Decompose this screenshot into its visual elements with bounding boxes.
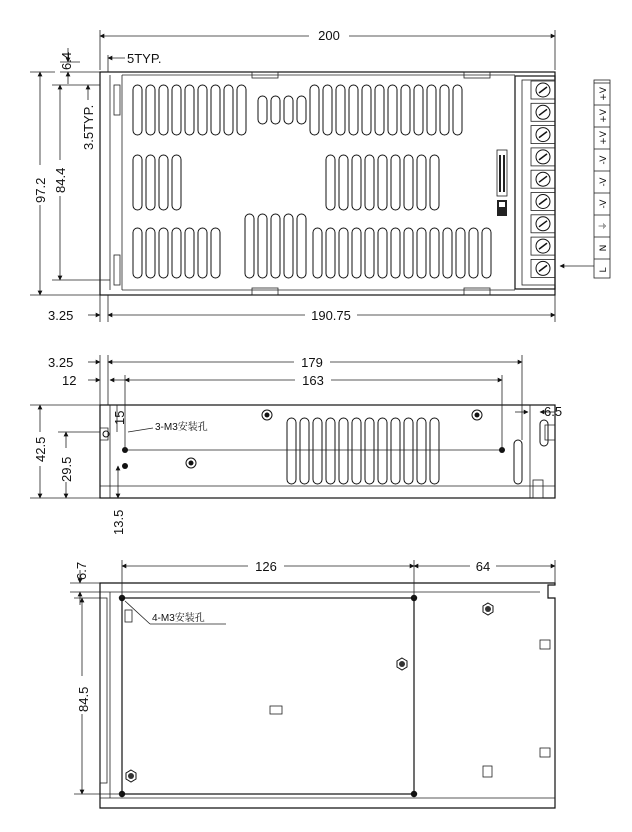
vent-slot bbox=[159, 155, 168, 210]
dim-width: 200 bbox=[318, 28, 340, 43]
vent-slot bbox=[198, 228, 207, 278]
vent-slot bbox=[310, 85, 319, 135]
vent-slot bbox=[391, 155, 400, 210]
dim-42-5: 42.5 bbox=[33, 436, 48, 462]
top-vent-slots bbox=[133, 85, 491, 278]
dim-5typ: 5TYP. bbox=[127, 51, 162, 66]
terminal-label: +V bbox=[599, 109, 609, 123]
dim-126: 126 bbox=[255, 559, 277, 574]
side-vent-slot bbox=[326, 418, 335, 484]
vent-slot bbox=[224, 85, 233, 135]
side-vent-slot bbox=[391, 418, 400, 484]
side-vent-slot bbox=[365, 418, 374, 484]
vent-slot bbox=[185, 85, 194, 135]
vent-slot bbox=[326, 155, 335, 210]
bottom-view bbox=[70, 559, 555, 808]
vent-slot bbox=[172, 85, 181, 135]
dim-6-7: 6.7 bbox=[74, 561, 89, 580]
vent-slot bbox=[172, 155, 181, 210]
vent-slot bbox=[365, 228, 374, 278]
vent-slot bbox=[146, 228, 155, 278]
vent-slot bbox=[185, 228, 194, 278]
side-vent-slot bbox=[339, 418, 348, 484]
side-view bbox=[30, 355, 562, 535]
dim-13-5: 13.5 bbox=[111, 509, 126, 535]
vent-slot bbox=[133, 155, 142, 210]
vent-slot bbox=[336, 85, 345, 135]
terminal-label: +V bbox=[599, 131, 609, 145]
dim-3-25-side: 3.25 bbox=[48, 355, 74, 370]
vent-slot bbox=[417, 228, 426, 278]
vent-slot bbox=[146, 85, 155, 135]
side-vent-slot bbox=[352, 418, 361, 484]
vent-slot bbox=[146, 155, 155, 210]
mount-holes-label-side: 3-M3安装孔 bbox=[155, 422, 208, 433]
vent-slot bbox=[245, 214, 254, 278]
vent-slot bbox=[401, 85, 410, 135]
side-vent-slot bbox=[300, 418, 309, 484]
dim-3-5typ: 3.5TYP. bbox=[81, 104, 96, 150]
vent-slot bbox=[388, 85, 397, 135]
vent-slot bbox=[323, 85, 332, 135]
vent-slot bbox=[414, 85, 423, 135]
terminal-labels bbox=[594, 83, 610, 273]
vent-slot bbox=[297, 214, 306, 278]
vent-slot bbox=[352, 228, 361, 278]
side-vent-slot bbox=[430, 418, 439, 484]
terminal-label: ⏚ bbox=[599, 221, 609, 231]
terminal-label: -V bbox=[599, 177, 609, 187]
side-vent-slot bbox=[417, 418, 426, 484]
vent-slot bbox=[313, 228, 322, 278]
vent-slot bbox=[211, 85, 220, 135]
vent-slot bbox=[430, 228, 439, 278]
vent-slot bbox=[237, 85, 246, 135]
vent-slot bbox=[352, 155, 361, 210]
vent-slot bbox=[362, 85, 371, 135]
vent-slot bbox=[378, 228, 387, 278]
vent-slot bbox=[391, 228, 400, 278]
vent-slot bbox=[469, 228, 478, 278]
vent-slot bbox=[133, 85, 142, 135]
top-view bbox=[30, 28, 610, 323]
vent-slot bbox=[456, 228, 465, 278]
vent-slot bbox=[284, 96, 293, 124]
vent-slot bbox=[440, 85, 449, 135]
dim-97-2: 97.2 bbox=[33, 177, 48, 203]
side-vent-slot bbox=[378, 418, 387, 484]
vent-slot bbox=[375, 85, 384, 135]
vent-slot bbox=[271, 96, 280, 124]
brand-logo-icon bbox=[497, 150, 507, 216]
vent-slot bbox=[443, 228, 452, 278]
vent-slot bbox=[326, 228, 335, 278]
mount-holes-label-bottom: 4-M3安装孔 bbox=[152, 613, 205, 624]
terminal-label: L bbox=[599, 267, 609, 273]
vent-slot bbox=[284, 214, 293, 278]
vent-slot bbox=[159, 85, 168, 135]
vent-slot bbox=[271, 214, 280, 278]
vent-slot bbox=[339, 228, 348, 278]
side-vent-slot bbox=[313, 418, 322, 484]
vent-slot bbox=[297, 96, 306, 124]
vent-slot bbox=[482, 228, 491, 278]
vent-slot bbox=[339, 155, 348, 210]
pcb-area bbox=[122, 598, 414, 794]
terminal-label: +V bbox=[599, 87, 609, 101]
dim-29-5: 29.5 bbox=[59, 456, 74, 482]
vent-slot bbox=[430, 155, 439, 210]
vent-slot bbox=[404, 228, 413, 278]
dim-179: 179 bbox=[301, 355, 323, 370]
side-vent-slot bbox=[404, 418, 413, 484]
terminal-label: -V bbox=[599, 155, 609, 165]
vent-slot bbox=[172, 228, 181, 278]
side-vent-slots bbox=[287, 418, 439, 484]
vent-slot bbox=[258, 96, 267, 124]
vent-slot bbox=[365, 155, 374, 210]
vent-slot bbox=[159, 228, 168, 278]
dim-84-5: 84.5 bbox=[76, 686, 91, 712]
vent-slot bbox=[427, 85, 436, 135]
dim-15: 15 bbox=[112, 410, 127, 425]
vent-slot bbox=[211, 228, 220, 278]
dim-12: 12 bbox=[62, 373, 77, 388]
terminal-screws bbox=[531, 81, 555, 277]
terminal-label: -V bbox=[599, 199, 609, 209]
dim-6-4: 6.4 bbox=[59, 51, 74, 70]
dim-64: 64 bbox=[475, 559, 491, 574]
dim-163: 163 bbox=[302, 373, 324, 388]
vent-slot bbox=[349, 85, 358, 135]
vent-slot bbox=[378, 155, 387, 210]
side-vent-slot bbox=[287, 418, 296, 484]
vent-slot bbox=[453, 85, 462, 135]
dim-190-75: 190.75 bbox=[311, 308, 351, 323]
vent-slot bbox=[404, 155, 413, 210]
terminal-label: N bbox=[599, 244, 609, 252]
vent-slot bbox=[133, 228, 142, 278]
dim-6-5: 6.5 bbox=[544, 404, 563, 419]
vent-slot bbox=[198, 85, 207, 135]
dim-84-4: 84.4 bbox=[53, 167, 68, 193]
dim-3-25: 3.25 bbox=[48, 308, 74, 323]
vent-slot bbox=[258, 214, 267, 278]
vent-slot bbox=[417, 155, 426, 210]
